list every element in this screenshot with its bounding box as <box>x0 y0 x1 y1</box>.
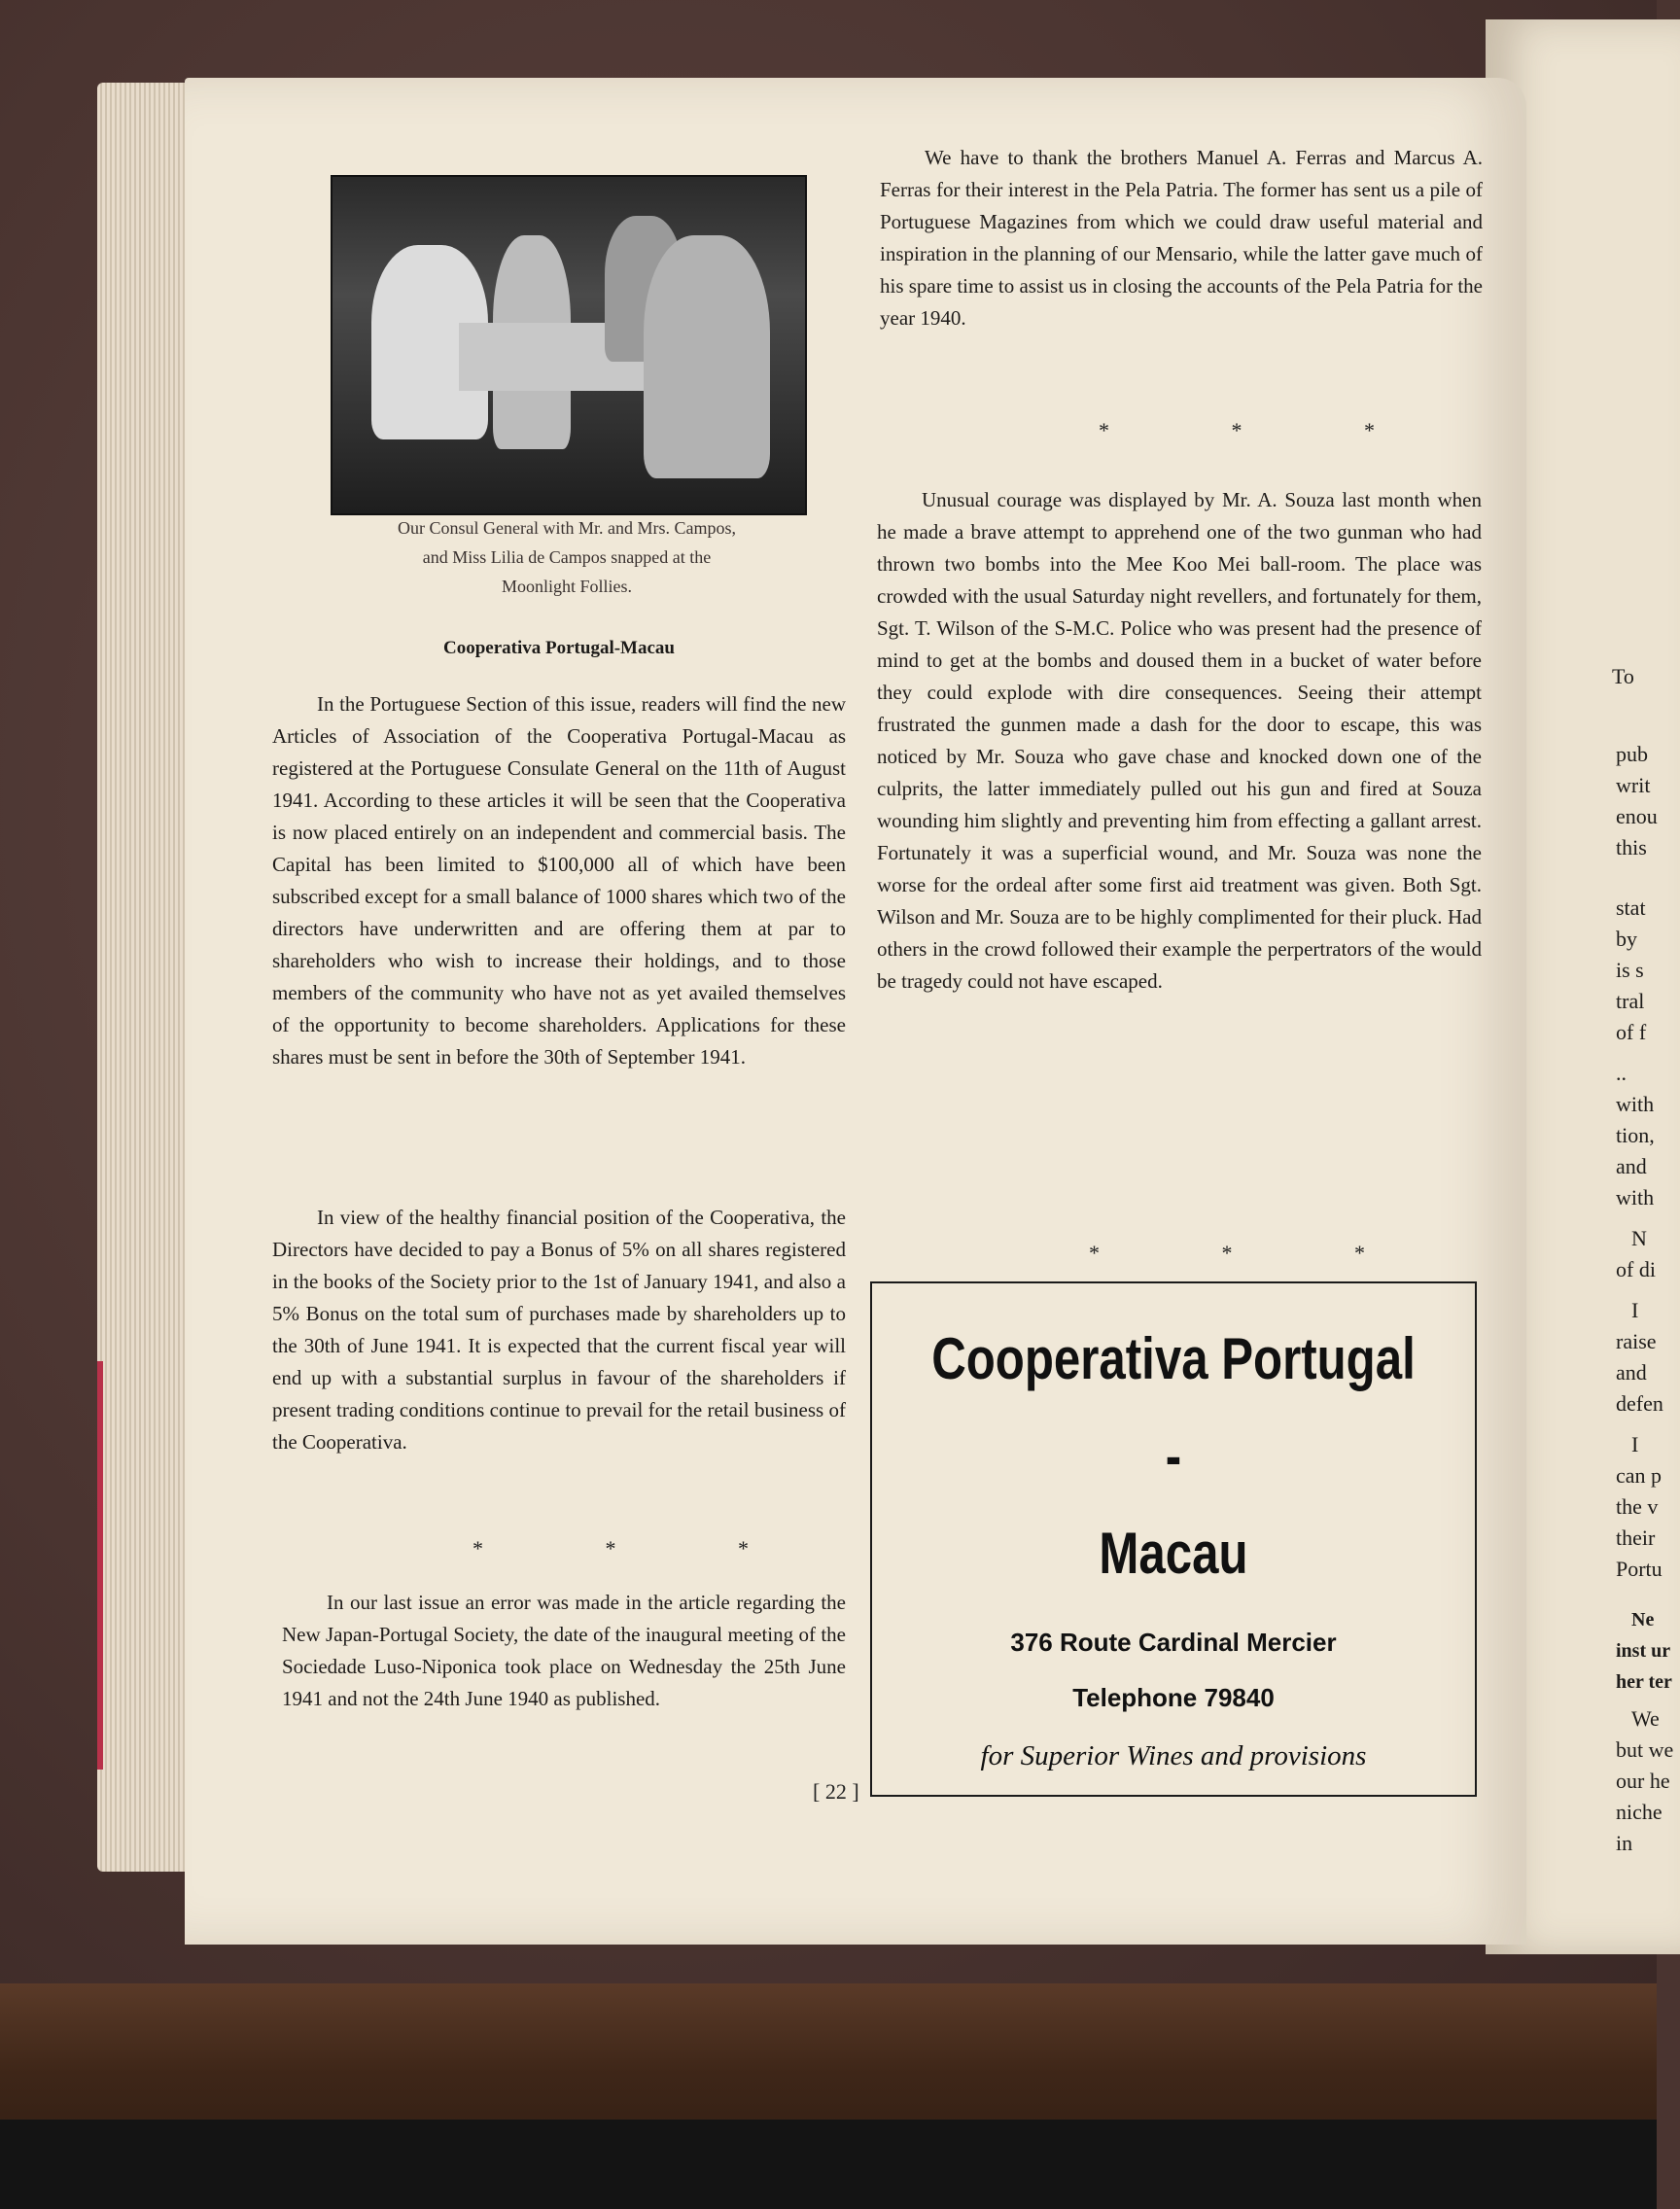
facing-fragment: but we <box>1616 1737 1674 1762</box>
facing-fragment: our he <box>1616 1769 1670 1793</box>
ad-title-line2: Macau <box>1099 1521 1248 1586</box>
paragraph-courage: Unusual courage was displayed by Mr. A. Souza last month when he made a brave attempt to apprehend one of the two gunman who had thrown two bombs into the Mee Koo Mei ball-room. The place was crowded with the usual Saturday night revellers, and fortunately for them, Sgt. T. Wilson of the S-M.C. Police who was present had the presence of mind to get at the bombs and doused them in a bucket of water before they could explode with dire consequences. Seeing their attempt frustrated the gunmen made a dash for the door to escape, this was noticed by Mr. Souza who gave chase and knocked down one of the culprits, the latter immediately pulled out his gun and fired at Souza wounding him slightly and preventing him from effecting a gallant arrest. Fortunately it was a superficial wound, and Mr. Souza was none the worse for the ordeal after some first aid treatment was given. Both Sgt. Wilson and Mr. Souza are to be highly complimented for their pluck. Had others in the crowd followed their example the perpertrators of the would be tragedy could not have escaped. <box>877 488 1482 993</box>
article-paragraph <box>880 142 1483 334</box>
facing-fragment: enou <box>1616 804 1658 828</box>
facing-fragment: N <box>1631 1226 1647 1250</box>
facing-fragment: the v <box>1616 1494 1659 1519</box>
red-page-edge <box>97 1361 103 1770</box>
photograph <box>331 175 807 515</box>
paragraph-thanks: We have to thank the brothers Manuel A. Ferras and Marcus A. Ferras for their interest in the Pela Patria. The former has sent us a pile of Portuguese Magazines from which we could draw useful material and inspiration in the planning of our Mensario, while the latter gave much of his spare time to assist us in closing the accounts of the Pela Patria for the year 1940. <box>880 146 1483 330</box>
facing-fragment: her ter <box>1616 1671 1672 1693</box>
page-number: [ 22 ] <box>813 1779 859 1804</box>
article-paragraph <box>282 1587 846 1715</box>
facing-fragment: of f <box>1616 1020 1647 1044</box>
facing-fragment: is s <box>1616 958 1644 982</box>
paragraph-shares: In the Portuguese Section of this issue, readers will find the new Articles of Association of the Cooperativa Portugal-Macau as registered at the Portuguese Consulate General on the 11th of August 1941. According to these articles it will be seen that the Cooperativa is now placed entirely on an independent and commercial basis. The Capital has been limited to $100,000 all of which have been subscribed except for a small balance of 1000 shares which two of the directors have underwritten and are offering them at par to shareholders who wish to increase their holdings, and to those members of the community who have not as yet availed themselves of the opportunity to become shareholders. Applications for these shares must be sent in before the 30th of September 1941. <box>272 692 846 1069</box>
facing-fragment: I <box>1631 1432 1639 1456</box>
facing-fragment: .. <box>1616 1061 1627 1085</box>
figure-woman-dress <box>644 235 770 478</box>
caption-line: and Miss Lilia de Campos snapped at the <box>422 547 712 567</box>
section-separator: * * * <box>1089 1241 1423 1265</box>
facing-fragment: with <box>1616 1092 1655 1116</box>
ad-address: 376 Route Cardinal Mercier <box>1010 1628 1337 1657</box>
facing-fragment: can p <box>1616 1463 1662 1488</box>
table-shadow <box>0 2120 1657 2209</box>
facing-fragment: raise <box>1616 1329 1657 1353</box>
article-heading: Cooperativa Portugal-Macau <box>443 638 675 658</box>
facing-fragment: We <box>1631 1706 1660 1731</box>
facing-fragment: their <box>1616 1525 1656 1550</box>
caption-line: Our Consul General with Mr. and Mrs. Campos, <box>398 518 736 538</box>
facing-fragment: and <box>1616 1360 1647 1385</box>
facing-fragment: stat <box>1616 895 1646 920</box>
facing-fragment: tion, <box>1616 1123 1655 1147</box>
section-separator: * * * <box>1099 418 1433 442</box>
ad-title-line1: Cooperativa Portugal - <box>931 1326 1416 1489</box>
paragraph-correction: In our last issue an error was made in the article regarding the New Japan-Portugal Society, the date of the inaugural meeting of the Sociedade Luso-Niponica took place on Wednesday the 25th June 1941 and not the 24th June 1940 as published. <box>282 1591 846 1710</box>
article-paragraph <box>877 484 1482 998</box>
ad-tagline: for Superior Wines and provisions <box>980 1740 1367 1771</box>
ad-telephone: Telephone 79840 <box>1072 1683 1275 1712</box>
section-separator: * * * <box>472 1536 807 1560</box>
facing-fragment: Portu <box>1616 1557 1662 1581</box>
paragraph-bonus: In view of the healthy financial position of the Cooperativa, the Directors have decided to pay a Bonus of 5% on all shares registered in the books of the Society prior to the 1st of January 1941, and also a 5% Bonus on the total sum of purchases made by shareholders up to the 30th of June 1941. It is expected that the current fiscal year will end up with a substantial surplus in favour of the shareholders if present trading conditions continue to prevail for the retail business of the Cooperativa. <box>272 1206 846 1454</box>
facing-fragment: niche in <box>1616 1800 1662 1855</box>
article-paragraph <box>272 1202 846 1458</box>
facing-fragment: Ne <box>1631 1609 1655 1630</box>
facing-fragment: this <box>1616 835 1647 859</box>
facing-fragment: tral <box>1616 989 1645 1013</box>
facing-fragment: defen <box>1616 1391 1663 1416</box>
facing-fragment: of di <box>1616 1257 1656 1281</box>
facing-fragment: To <box>1612 664 1634 688</box>
photo-caption <box>331 513 803 601</box>
facing-fragment: inst ur <box>1616 1640 1671 1662</box>
facing-fragment: and <box>1616 1154 1647 1178</box>
facing-fragment: by <box>1616 927 1637 951</box>
article-paragraph <box>272 688 846 1073</box>
facing-fragment: I <box>1631 1298 1639 1322</box>
caption-line: Moonlight Follies. <box>501 577 632 596</box>
facing-fragment: pub <box>1616 742 1648 766</box>
advertisement-box <box>870 1281 1477 1797</box>
facing-fragment: writ <box>1616 773 1651 797</box>
facing-fragment: with <box>1616 1185 1655 1210</box>
